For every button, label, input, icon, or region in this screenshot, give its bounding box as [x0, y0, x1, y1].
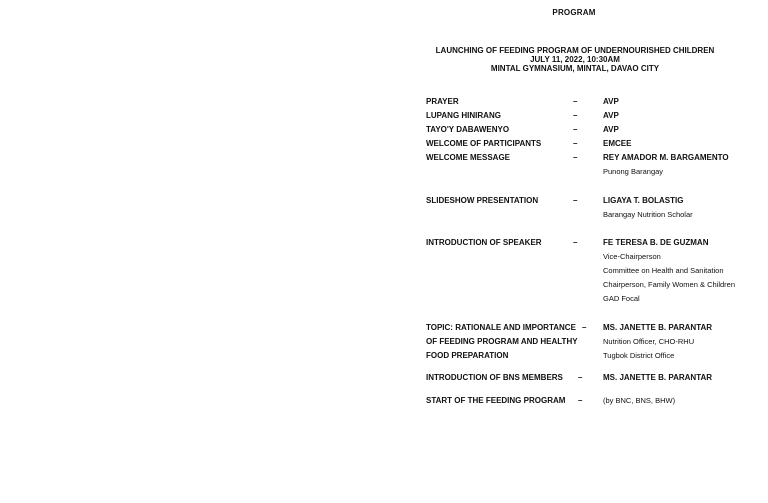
program-item-label: WELCOME MESSAGE: [426, 153, 511, 162]
program-item-person: LIGAYA T. BOLASTIG Barangay Nutrition Scholar: [603, 196, 693, 219]
program-item-label: WELCOME OF PARTICIPANTS: [426, 139, 542, 148]
program-item-person: AVP: [603, 125, 619, 134]
program-item-person: EMCEE: [603, 139, 632, 148]
program-item-label: TOPIC: RATIONALE AND IMPORTANCE OF FEEDING PROGRAM AND HEALTHY FOOD PREPARATION: [426, 323, 578, 360]
program-item-person: REY AMADOR M. BARGAMENTO Punong Barangay: [603, 153, 729, 176]
program-item-label: TAYO'Y DABAWENYO: [426, 125, 510, 134]
dash: –: [582, 323, 587, 332]
dash: –: [573, 196, 578, 205]
program-item-person: FE TERESA B. DE GUZMAN Vice-Chairperson Committee on Health and Sanitation Chairperson, Family Women & Children GAD Focal: [603, 238, 735, 303]
program-item-label: INTRODUCTION OF SPEAKER: [426, 238, 542, 247]
event-venue: MINTAL GYMNASIUM, MINTAL, DAVAO CITY: [490, 64, 660, 73]
program-item-label: SLIDESHOW PRESENTATION: [426, 196, 539, 205]
program-item-person: MS. JANETTE B. PARANTAR Nutrition Officer, CHO-RHU Tugbok District Office: [603, 323, 713, 360]
dash: –: [573, 153, 578, 162]
program-item-label: LUPANG HINIRANG: [426, 111, 501, 120]
dash: –: [573, 97, 578, 106]
event-name: LAUNCHING OF FEEDING PROGRAM OF UNDERNOURISHED CHILDREN: [435, 46, 715, 55]
event-datetime: JULY 11, 2022, 10:30AM: [530, 55, 620, 64]
program-item-label: PRAYER: [426, 97, 459, 106]
program-item-label: INTRODUCTION OF BNS MEMBERS: [426, 373, 563, 382]
document-title: PROGRAM: [552, 8, 596, 17]
program-item-person: AVP: [603, 97, 619, 106]
dash: –: [573, 111, 578, 120]
dash: –: [578, 373, 583, 382]
program-item-person: MS. JANETTE B. PARANTAR: [603, 373, 713, 382]
dash: –: [573, 125, 578, 134]
dash: –: [573, 139, 578, 148]
dash: –: [578, 396, 583, 405]
event-header: [420, 46, 730, 73]
dash: –: [573, 238, 578, 247]
program-item-person: AVP: [603, 111, 619, 120]
program-item-label: START OF THE FEEDING PROGRAM: [426, 396, 566, 405]
program-item-person: (by BNC, BNS, BHW): [603, 396, 676, 405]
